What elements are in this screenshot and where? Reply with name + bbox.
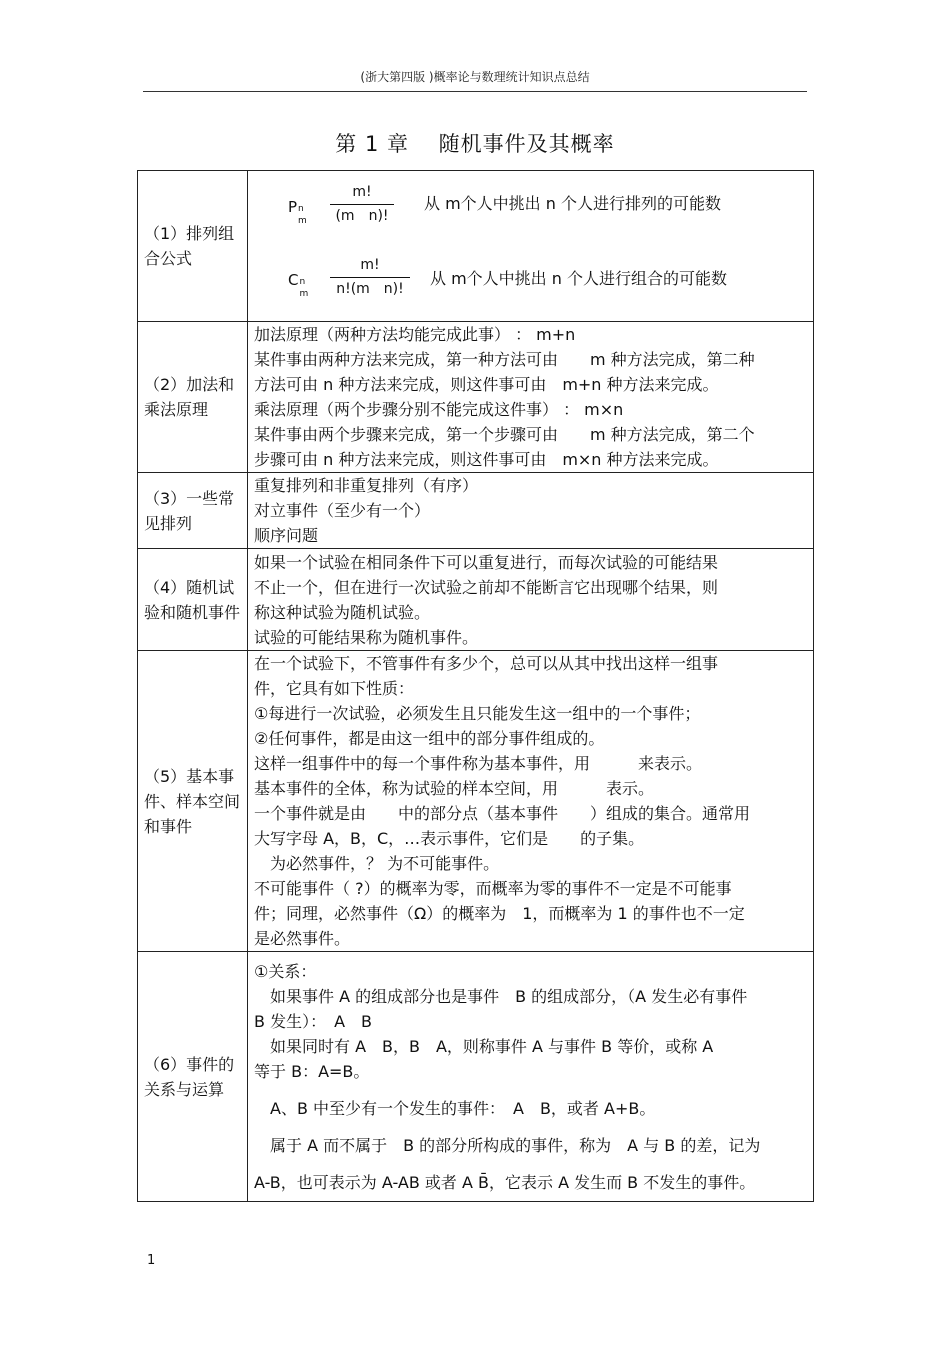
formula-subscript: m	[298, 216, 307, 226]
text-line: 某件事由两个步骤来完成，第一个步骤可由 m 种方法完成，第二个	[254, 425, 755, 444]
table-row	[138, 473, 814, 549]
formula-subscript: m	[299, 289, 309, 299]
formula-description: 从 m个人中挑出 n 个人进行排列的可能数	[424, 194, 721, 213]
knowledge-table	[137, 170, 814, 1202]
text-line: 乘法原理（两个步骤分别不能完成这件事） ： m×n	[254, 400, 624, 419]
text-line: 试验的可能结果称为随机事件。	[254, 627, 479, 647]
fraction-numerator: m!	[330, 183, 394, 205]
fraction-denominator: n!(m n)!	[336, 281, 404, 297]
content-cell	[248, 473, 814, 549]
topic-cell: （5）基本事件、样本空间和事件	[138, 651, 248, 952]
text-line: 等于 B：A=B。	[254, 1061, 370, 1081]
fraction	[330, 256, 410, 298]
text-line: A、B 中至少有一个发生的事件： A B，或者 A+B。	[254, 1098, 656, 1118]
text-line: 这样一组事件中的每一个事件称为基本事件，用 来表示。	[254, 754, 703, 773]
text-line: 不可能事件（ ?）的概率为零，而概率为零的事件不一定是不可能事	[254, 879, 732, 898]
text-line: 称这种试验为随机试验。	[254, 602, 431, 622]
text-line: 如果一个试验在相同条件下可以重复进行，而每次试验的可能结果	[254, 552, 719, 572]
text-line: 如果事件 A 的组成部分也是事件 B 的组成部分，（A 发生必有事件	[254, 986, 748, 1006]
text-line: 在一个试验下，不管事件有多少个，总可以从其中找出这样一组事	[254, 654, 719, 673]
text-line: 件；同理，必然事件（Ω）的概率为 1，而概率为 1 的事件也不一定	[254, 904, 745, 923]
text-line: B 发生）： A B	[254, 1011, 372, 1031]
text-line: ②任何事件，都是由这一组中的部分事件组成的。	[254, 729, 605, 748]
chapter-title: 第 1 章 随机事件及其概率	[335, 132, 615, 156]
formula-superscript: n	[299, 277, 306, 287]
running-header: (浙大第四版 )概率论与数理统计知识点总结	[360, 70, 590, 84]
text-line: 一个事件就是由 中的部分点（基本事件 ）组成的集合。通常用	[254, 804, 751, 823]
fraction-numerator: m!	[330, 256, 410, 278]
table-row	[138, 549, 814, 651]
formula-symbol: C	[288, 271, 299, 289]
content-cell	[248, 171, 814, 322]
permutation-formula	[254, 171, 807, 246]
page-number: 1	[147, 1253, 156, 1268]
text-line: 件，它具有如下性质：	[254, 679, 415, 698]
text-line: 基本事件的全体，称为试验的样本空间，用 表示。	[254, 779, 655, 798]
content-cell	[248, 651, 814, 952]
content-cell	[248, 322, 814, 473]
text-line: ①每进行一次试验，必须发生且只能发生这一组中的一个事件；	[254, 704, 701, 723]
text-line: 加法原理（两种方法均能完成此事） ： m+n	[254, 325, 576, 344]
table-row	[138, 952, 814, 1202]
content-cell	[248, 952, 814, 1202]
combination-formula	[254, 246, 807, 321]
table-row	[138, 322, 814, 473]
text-line: ①关系：	[254, 961, 317, 981]
fraction-denominator: (m n)!	[335, 208, 389, 224]
formula-superscript: n	[298, 204, 304, 214]
topic-cell: （3）一些常见排列	[138, 473, 248, 549]
topic-cell: （6）事件的关系与运算	[138, 952, 248, 1202]
topic-cell: （2）加法和乘法原理	[138, 322, 248, 473]
text-line: A-B，也可表示为 A-AB 或者 A B̄，它表示 A 发生而 B 不发生的事件。	[254, 1172, 756, 1192]
table-row	[138, 171, 814, 322]
table-row	[138, 651, 814, 952]
formula-description: 从 m个人中挑出 n 个人进行组合的可能数	[430, 269, 727, 288]
fraction	[330, 183, 394, 225]
formula-symbol: P	[288, 198, 298, 216]
topic-cell: （4）随机试验和随机事件	[138, 549, 248, 651]
text-line: 属于 A 而不属于 B 的部分所构成的事件，称为 A 与 B 的差，记为	[254, 1135, 761, 1155]
text-line: 不止一个，但在进行一次试验之前却不能断言它出现哪个结果，则	[254, 577, 719, 597]
text-line: 如果同时有 A B，B A，则称事件 A 与事件 B 等价，或称 A	[254, 1036, 714, 1056]
text-line: 顺序问题	[254, 526, 319, 545]
content-cell	[248, 549, 814, 651]
text-line: 对立事件（至少有一个）	[254, 501, 431, 520]
text-line: 重复排列和非重复排列（有序）	[254, 476, 479, 495]
text-line: 某件事由两种方法来完成，第一种方法可由 m 种方法完成，第二种	[254, 350, 755, 369]
text-line: 为必然事件，？ 为不可能事件。	[254, 854, 500, 873]
header-rule	[143, 91, 807, 92]
text-line: 步骤可由 n 种方法来完成，则这件事可由 m×n 种方法来完成。	[254, 450, 719, 469]
text-line: 是必然事件。	[254, 929, 351, 948]
text-line: 方法可由 n 种方法来完成，则这件事可由 m+n 种方法来完成。	[254, 375, 719, 394]
text-line: 大写字母 A，B，C，…表示事件，它们是 的子集。	[254, 829, 645, 848]
topic-cell: （1）排列组合公式	[138, 171, 248, 322]
